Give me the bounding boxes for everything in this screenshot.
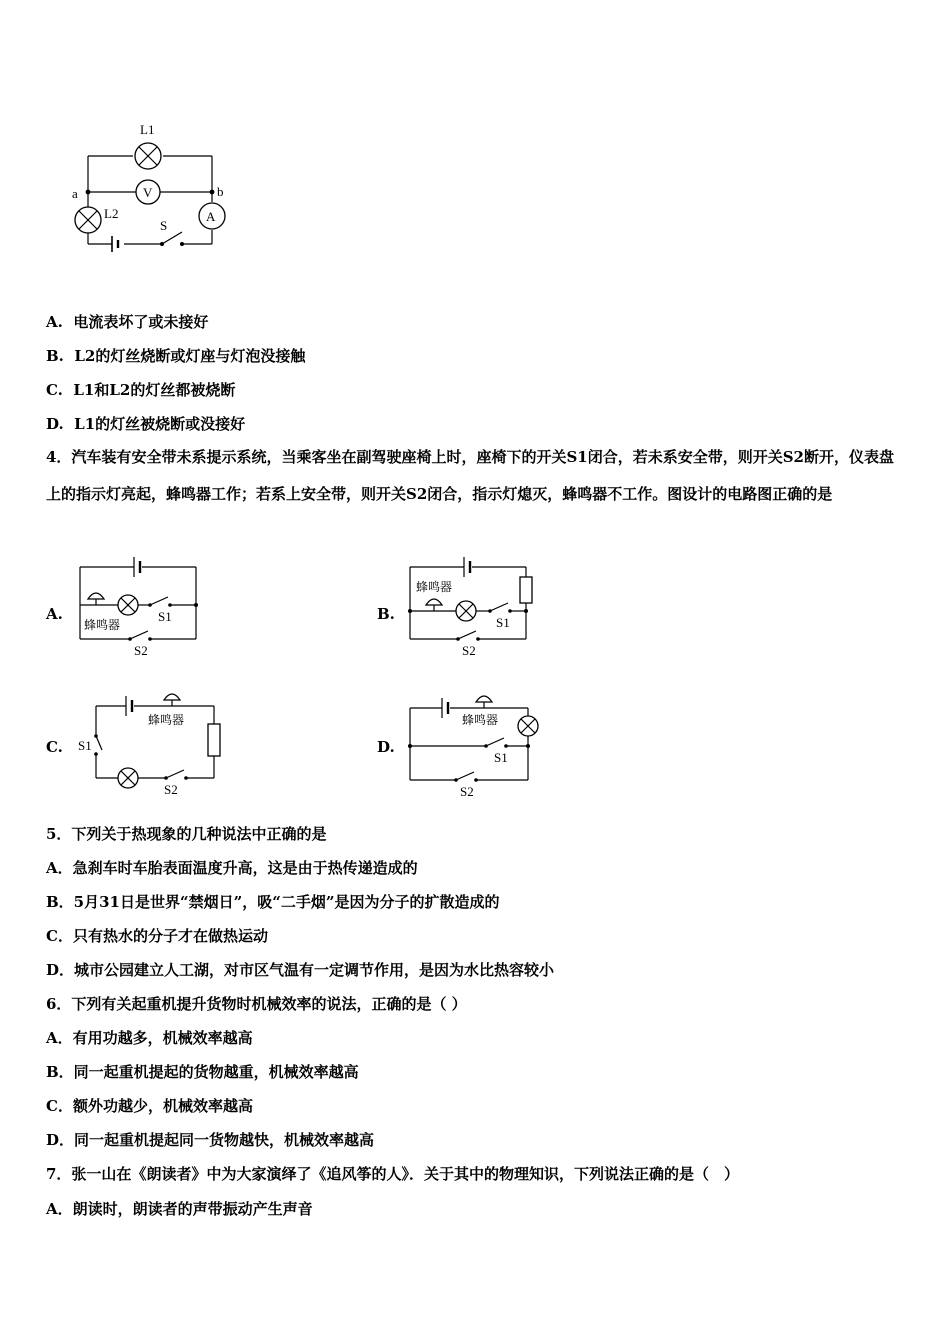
lamp-icon (518, 716, 538, 736)
lamp-l2-icon (75, 207, 101, 233)
s1-label: S1 (496, 615, 510, 630)
q5-stem: 5．下列关于热现象的几种说法中正确的是 (46, 825, 327, 843)
buzzer-label: 蜂鸣器 (84, 618, 121, 632)
s2-label: S2 (134, 643, 148, 658)
q4-circuit-d (406, 688, 551, 800)
q5-option-b: B．5月31日是世界“禁烟日”，吸“二手烟”是因为分子的扩散造成的 (46, 893, 500, 911)
s1-label: S1 (78, 738, 92, 753)
voltmeter-label: V (143, 185, 153, 200)
q4-option-d-label: D. (377, 738, 395, 756)
q3-option-c: C. L1和L2的灯丝都被烧断 (46, 381, 236, 399)
q5-option-a: A．急刹车时车胎表面温度升高，这是由于热传递造成的 (46, 859, 418, 877)
s1-label: S1 (158, 609, 172, 624)
q5-option-d: D．城市公园建立人工湖，对市区气温有一定调节作用，是因为水比热容较小 (46, 961, 555, 979)
label-l1: L1 (140, 122, 155, 137)
q4-option-c-label: C. (46, 738, 63, 756)
q4-circuit-a (78, 555, 208, 660)
q4-circuit-c (76, 688, 221, 800)
q6-option-c: C．额外功越少，机械效率越高 (46, 1097, 253, 1115)
buzzer-icon (88, 593, 104, 605)
s1-label: S1 (494, 750, 508, 765)
q3-option-b: B. L2的灯丝烧断或灯座与灯泡没接触 (46, 347, 306, 365)
q4-stem: 4．汽车装有安全带未系提示系统，当乘客坐在副驾驶座椅上时，座椅下的开关S1闭合，若未系安全带，则开关S2断开，仪表盘上的指示灯亮起，蜂鸣器工作；若系上安全带，则开关S2闭合，指示灯熄灭，蜂鸣器不工作。图设计的电路图正确的是 (46, 448, 894, 503)
lamp-icon (456, 601, 476, 621)
circuit-figure-q3 (60, 118, 240, 268)
buzzer-icon (476, 696, 492, 708)
q6-option-b: B．同一起重机提起的货物越重，机械效率越高 (46, 1063, 359, 1081)
q3-option-a: A. 电流表坏了或未接好 (46, 313, 209, 331)
ammeter-label: A (206, 209, 216, 224)
s2-label: S2 (164, 782, 178, 797)
label-l2: L2 (104, 206, 119, 221)
q5-option-c: C．只有热水的分子才在做热运动 (46, 927, 268, 945)
lamp-l1-icon (135, 143, 161, 169)
q4-circuit-b (406, 555, 541, 660)
q4-option-b-label: B. (377, 605, 395, 623)
q7-option-a: A．朗读时，朗读者的声带振动产生声音 (46, 1200, 313, 1218)
buzzer-icon (164, 694, 180, 706)
buzzer-label: 蜂鸣器 (416, 580, 453, 594)
q7-stem: 7．张一山在《朗读者》中为大家演绎了《追风筝的人》．关于其中的物理知识，下列说法正确的是（ ） (46, 1165, 739, 1183)
label-node-a: a (72, 186, 78, 201)
ammeter-icon (199, 203, 225, 229)
lamp-icon (118, 768, 138, 788)
buzzer-label: 蜂鸣器 (462, 713, 499, 727)
q3-option-d: D. L1的灯丝被烧断或没接好 (46, 415, 246, 433)
buzzer-icon (426, 599, 442, 611)
label-node-b: b (217, 184, 224, 199)
lamp-icon (118, 595, 138, 615)
q6-stem: 6．下列有关起重机提升货物时机械效率的说法，正确的是（ ） (46, 995, 467, 1013)
s2-label: S2 (462, 643, 476, 658)
q6-option-a: A．有用功越多，机械效率越高 (46, 1029, 253, 1047)
voltmeter-icon (136, 180, 160, 204)
label-switch: S (160, 218, 168, 233)
s2-label: S2 (460, 784, 474, 799)
q6-option-d: D．同一起重机提起同一货物越快，机械效率越高 (46, 1131, 375, 1149)
q4-option-a-label: A. (46, 605, 63, 623)
buzzer-label: 蜂鸣器 (148, 713, 185, 727)
